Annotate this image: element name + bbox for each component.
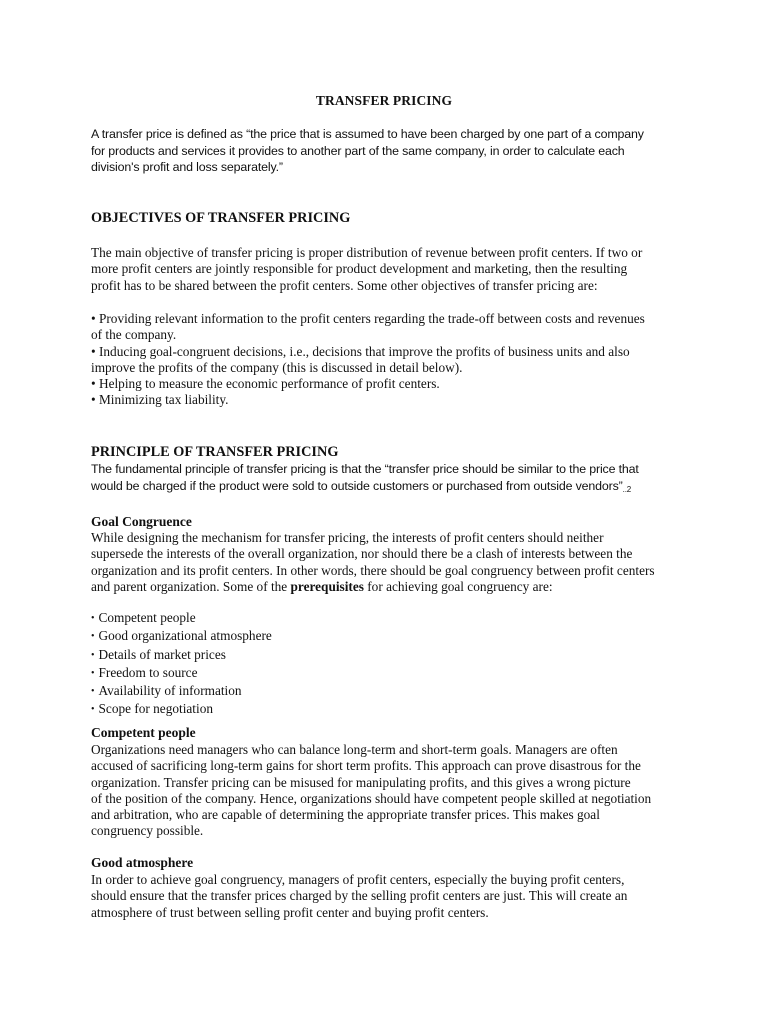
objectives-bullets: [91, 311, 691, 409]
objectives-line: The main objective of transfer pricing is proper distribution of revenue between profit centers. If two or: [91, 245, 643, 260]
list-item: • Details of market prices: [91, 647, 691, 665]
document-title: TRANSFER PRICING: [315, 93, 453, 108]
list-item: • Availability of information: [91, 683, 691, 701]
atmosphere-line: In order to achieve goal congruency, managers of profit centers, especially the buying profit centers,: [91, 872, 625, 887]
principle-line: [91, 478, 691, 498]
atmosphere-line: atmosphere of trust between selling profit center and buying profit centers.: [91, 904, 489, 920]
competent-line: Organizations need managers who can balance long-term and short-term goals. Managers are often: [91, 742, 618, 757]
competent-line: and arbitration, who are capable of determining the appropriate transfer prices. This makes goal: [91, 807, 600, 823]
objective-bullet-line: of the company.: [91, 327, 177, 343]
objective-bullet-line: • Providing relevant information to the profit centers regarding the trade-off between costs and revenues: [91, 311, 645, 326]
principle-heading: PRINCIPLE OF TRANSFER PRICING: [91, 444, 339, 460]
competent-line: accused of sacrificing long-term gains for short term profits. This approach can prove disastrous for the: [91, 758, 641, 774]
competent-people-paragraph: [91, 742, 691, 840]
list-item: • Freedom to source: [91, 665, 691, 683]
objective-bullet-line: improve the profits of the company (this is discussed in detail below).: [91, 359, 463, 375]
objective-bullet-line: • Inducing goal-congruent decisions, i.e., decisions that improve the profits of business units and also: [91, 343, 630, 359]
principle-line: The fundamental principle of transfer pricing is that the “transfer price should be similar to the price that: [91, 462, 639, 476]
objective-bullet-line: • Minimizing tax liability.: [91, 392, 229, 408]
prerequisites-emphasis: prerequisites: [290, 578, 364, 594]
objectives-line: profit has to be shared between the profit centers. Some other objectives of transfer pricing are:: [91, 277, 598, 293]
goal-congruence-paragraph: [91, 530, 691, 595]
objectives-paragraph: [91, 245, 691, 294]
intro-line: division's profit and loss separately.”: [91, 160, 283, 174]
goal-congruence-heading: Goal Congruence: [91, 514, 192, 529]
goal-line: [91, 579, 691, 595]
intro-line: for products and services it provides to another part of the same company, in order to calculate each: [91, 143, 625, 158]
intro-paragraph: [91, 126, 691, 176]
goal-line-text: for achieving goal congruency are:: [363, 578, 553, 594]
objectives-line: more profit centers are jointly responsible for product development and marketing, then the resulting: [91, 261, 628, 277]
goal-line: supersede the interests of the overall organization, nor should there be a clash of interests between the: [91, 546, 633, 562]
atmosphere-line: should ensure that the transfer prices charged by the selling profit centers are just. This will create an: [91, 888, 628, 904]
objectives-heading: OBJECTIVES OF TRANSFER PRICING: [91, 210, 351, 226]
competent-line: congruency possible.: [91, 823, 204, 839]
list-item: • Competent people: [91, 610, 691, 628]
competent-line: organization. Transfer pricing can be misused for manipulating profits, and this gives a wrong picture: [91, 774, 631, 790]
objective-bullet-line: • Helping to measure the economic performance of profit centers.: [91, 376, 440, 392]
principle-line-text: would be charged if the product were sold to outside customers or purchased from outside vendors”: [91, 479, 623, 493]
good-atmosphere-heading: Good atmosphere: [91, 855, 194, 870]
goal-line: organization and its profit centers. In other words, there should be goal congruency between profit centers: [91, 562, 655, 578]
intro-line: A transfer price is defined as “the price that is assumed to have been charged by one part of a company: [91, 127, 644, 141]
footnote-marker: ..2: [622, 485, 632, 494]
good-atmosphere-paragraph: [91, 872, 691, 921]
list-item: • Good organizational atmosphere: [91, 628, 691, 646]
competent-people-heading: Competent people: [91, 725, 196, 740]
goal-line-text: and parent organization. Some of the: [91, 578, 291, 594]
prerequisites-list: [91, 610, 691, 720]
goal-line: While designing the mechanism for transfer pricing, the interests of profit centers should neither: [91, 530, 604, 545]
list-item: • Scope for negotiation: [91, 701, 691, 719]
principle-paragraph: [91, 461, 691, 498]
competent-line: of the position of the company. Hence, organizations should have competent people skilled at negotiation: [91, 790, 652, 806]
